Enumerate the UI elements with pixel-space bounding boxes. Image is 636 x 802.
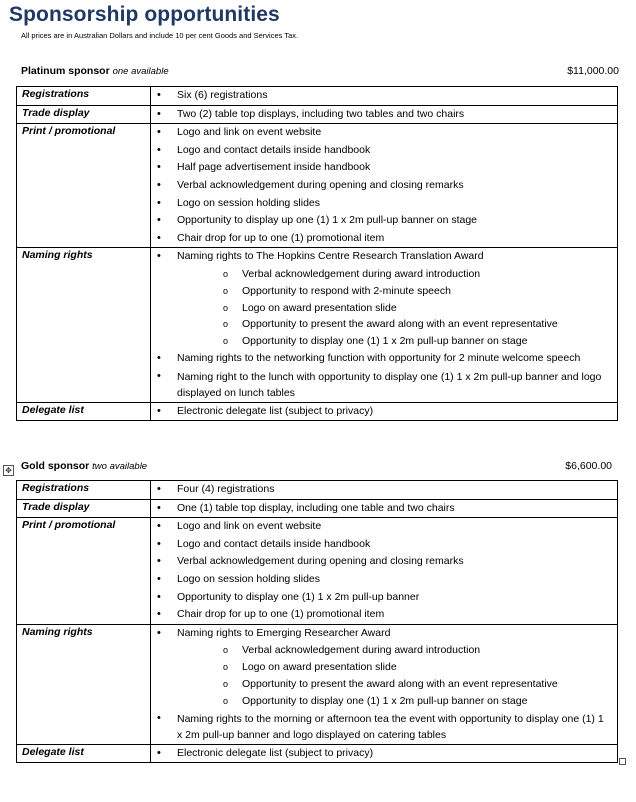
move-handle-icon[interactable]: ✥ (3, 465, 14, 476)
list-item (151, 248, 617, 350)
row-category: Trade display (17, 499, 151, 518)
page-title: Sponsorship opportunities (9, 3, 280, 26)
bullet-list (151, 500, 617, 518)
list-item-text: Naming rights to Emerging Researcher Award (177, 626, 391, 639)
gold-header (21, 460, 612, 472)
bullet-list (151, 87, 617, 105)
row-category: Print / promotional (17, 518, 151, 625)
list-item-text: Half page advertisement inside handbook (177, 161, 371, 174)
bullet-list (151, 481, 617, 499)
price-note: All prices are in Australian Dollars and include 10 per cent Goods and Services Tax. (21, 31, 299, 40)
row-category: Registrations (17, 481, 151, 500)
sub-list (177, 642, 611, 709)
list-item (151, 518, 617, 536)
list-item-text: Naming rights to The Hopkins Centre Research Translation Award (177, 250, 484, 263)
list-item-text: Chair drop for up to one (1) promotional item (177, 231, 385, 244)
bullet-list (151, 625, 617, 744)
bullet-list (151, 518, 617, 624)
row-items (151, 624, 618, 744)
row-category: Trade display (17, 105, 151, 124)
list-item (151, 177, 617, 195)
list-item (151, 142, 617, 160)
sub-list-item: o Opportunity to present the award along with an event representative (177, 676, 611, 693)
list-item (151, 571, 617, 589)
bullet-list (151, 124, 617, 247)
list-item-text: Naming rights to the morning or afternoon tea the event with opportunity to display one (1) 1 x 2m pull-up banner and logo displayed on catering tables (177, 712, 604, 741)
row-category: Delegate list (17, 744, 151, 763)
bullet-list (151, 106, 617, 124)
sub-list-item: o Opportunity to present the award along with an event representative (177, 316, 611, 333)
row-items (151, 87, 618, 106)
list-item (151, 403, 617, 421)
row-items (151, 248, 618, 402)
list-item (151, 606, 617, 624)
list-item (151, 536, 617, 554)
list-item (151, 710, 617, 744)
table-row (17, 87, 618, 106)
list-item (151, 195, 617, 213)
list-item-text: Two (2) table top displays, including two tables and two chairs (177, 107, 465, 120)
list-item (151, 230, 617, 248)
bullet-list (151, 403, 617, 421)
list-item-text: Opportunity to display up one (1) 1 x 2m pull-up banner on stage (177, 214, 478, 227)
tier-availability: one available (112, 66, 169, 77)
list-item-text: Verbal acknowledgement during opening and closing remarks (177, 555, 464, 568)
table-row (17, 499, 618, 518)
list-item-text: Logo on session holding slides (177, 572, 321, 585)
row-items (151, 499, 618, 518)
list-item-text: One (1) table top display, including one table and two chairs (177, 501, 455, 514)
sub-list-item: o Opportunity to display one (1) 1 x 2m pull-up banner on stage (177, 333, 611, 350)
list-item-text: Logo on session holding slides (177, 196, 321, 209)
sub-list-item: o Logo on award presentation slide (177, 300, 611, 317)
tier-availability: two available (92, 461, 148, 472)
sub-list-item: o Opportunity to respond with 2-minute speech (177, 283, 611, 300)
list-item-text: Electronic delegate list (subject to privacy) (177, 746, 374, 759)
tier-name: Gold sponsor (21, 460, 90, 472)
list-item-text: Four (4) registrations (177, 483, 275, 495)
row-category: Naming rights (17, 248, 151, 402)
bullet-list (151, 248, 617, 401)
list-item (151, 500, 617, 518)
list-item-text: Chair drop for up to one (1) promotional item (177, 608, 385, 621)
list-item-text: Opportunity to display one (1) 1 x 2m pull-up banner (177, 590, 420, 603)
table-row (17, 402, 618, 421)
tier-price: $11,000.00 (567, 65, 619, 77)
table-row (17, 518, 618, 625)
list-item (151, 106, 617, 124)
table-row (17, 248, 618, 402)
list-item-text: Logo and link on event website (177, 126, 322, 139)
table-row (17, 744, 618, 763)
tier-price: $6,600.00 (565, 460, 612, 472)
row-category: Delegate list (17, 402, 151, 421)
table-row (17, 481, 618, 500)
row-items (151, 402, 618, 421)
list-item (151, 368, 617, 402)
list-item (151, 350, 617, 368)
list-item-text: Six (6) registrations (177, 89, 268, 101)
row-items (151, 481, 618, 500)
list-item (151, 212, 617, 230)
list-item-text: Logo and contact details inside handbook (177, 143, 371, 156)
bullet-list (151, 745, 617, 763)
gold-table (16, 480, 618, 763)
list-item (151, 124, 617, 142)
table-row (17, 624, 618, 744)
row-category: Print / promotional (17, 124, 151, 248)
sub-list-item: o Logo on award presentation slide (177, 659, 611, 676)
list-item-text: Electronic delegate list (subject to privacy) (177, 404, 374, 417)
sub-list (177, 266, 611, 350)
list-item (151, 553, 617, 571)
list-item (151, 159, 617, 177)
row-items (151, 105, 618, 124)
list-item-text: Verbal acknowledgement during opening and closing remarks (177, 178, 464, 191)
platinum-header (21, 65, 619, 77)
row-items (151, 124, 618, 248)
row-category: Naming rights (17, 624, 151, 744)
sub-list-item: o Opportunity to display one (1) 1 x 2m pull-up banner on stage (177, 693, 611, 710)
sub-list-item: o Verbal acknowledgement during award introduction (177, 266, 611, 283)
list-item-text: Naming right to the lunch with opportunity to display one (1) 1 x 2m pull-up banner and logo displayed on lunch tables (177, 370, 602, 399)
row-items (151, 744, 618, 763)
list-item (151, 745, 617, 763)
row-category: Registrations (17, 87, 151, 106)
row-items (151, 518, 618, 625)
list-item (151, 481, 617, 499)
list-item (151, 625, 617, 710)
table-row (17, 124, 618, 248)
table-row (17, 105, 618, 124)
list-item-text: Naming rights to the networking function with opportunity for 2 minute welcome speech (177, 351, 581, 364)
list-item (151, 87, 617, 105)
list-item (151, 589, 617, 607)
list-item-text: Logo and link on event website (177, 520, 322, 533)
resize-handle-icon[interactable] (619, 758, 626, 765)
tier-name: Platinum sponsor (21, 65, 110, 77)
platinum-table (16, 86, 618, 421)
list-item-text: Logo and contact details inside handbook (177, 537, 371, 550)
sub-list-item: o Verbal acknowledgement during award introduction (177, 642, 611, 659)
